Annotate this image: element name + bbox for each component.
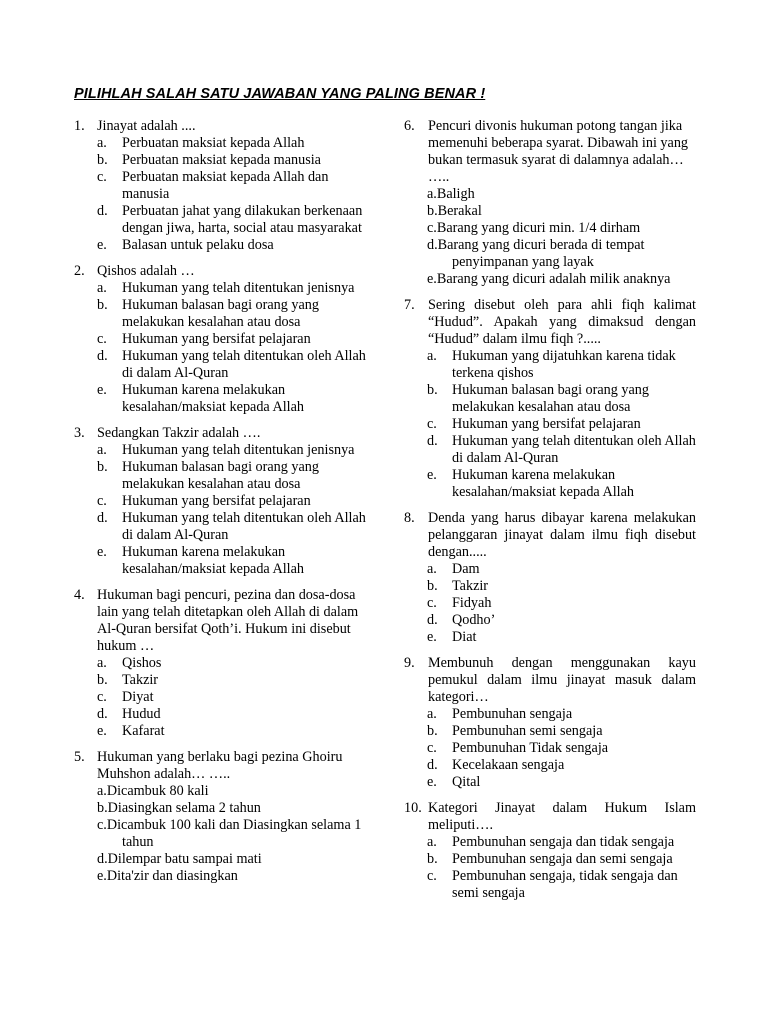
option-text: Hukuman yang bersifat pelajaran	[452, 416, 641, 432]
question-text: Hukuman yang berlaku bagi pezina Ghoiru Muhshon adalah… …..	[97, 749, 343, 782]
answer-options	[427, 706, 696, 791]
answer-option	[427, 561, 696, 578]
question-item	[404, 800, 696, 902]
option-text: Pembunuhan sengaja dan semi sengaja	[452, 851, 673, 867]
option-letter: a.	[97, 655, 107, 671]
option-text: Perbuatan maksiat kepada Allah	[122, 135, 305, 151]
option-text: Pembunuhan Tidak sengaja	[452, 740, 609, 756]
question-number: 1.	[74, 118, 85, 134]
question-stem	[74, 749, 374, 783]
option-letter: e.	[427, 467, 437, 483]
option-text: Hukuman yang bersifat pelajaran	[122, 331, 311, 347]
answer-option	[97, 868, 374, 885]
option-text: Takzir	[122, 672, 159, 688]
answer-option	[97, 689, 374, 706]
answer-option	[427, 203, 696, 220]
answer-option	[97, 152, 374, 169]
option-letter: e.	[97, 723, 107, 739]
option-letter: d.	[97, 348, 108, 364]
question-text: Sedangkan Takzir adalah ….	[97, 425, 261, 441]
answer-options	[97, 783, 374, 885]
option-letter: c.	[427, 416, 437, 432]
question-stem	[74, 425, 374, 442]
question-stem	[74, 118, 374, 135]
question-item	[74, 118, 374, 254]
answer-option	[427, 433, 696, 467]
answer-option	[427, 595, 696, 612]
option-letter: d.	[427, 433, 438, 449]
instruction-heading: PILIHLAH SALAH SATU JAWABAN YANG PALING BENAR !	[74, 86, 486, 102]
question-stem	[404, 800, 696, 834]
option-text: Balasan untuk pelaku dosa	[122, 237, 274, 253]
answer-option	[97, 135, 374, 152]
answer-options	[97, 135, 374, 254]
option-letter: b.	[97, 459, 108, 475]
answer-option	[97, 851, 374, 868]
answer-option	[97, 331, 374, 348]
question-text: Jinayat adalah ....	[97, 118, 196, 134]
option-letter: e.	[97, 544, 107, 560]
option-letter: a.	[97, 442, 107, 458]
question-number: 10.	[404, 800, 422, 816]
answer-option	[427, 237, 696, 271]
answer-option	[427, 186, 696, 203]
option-text: Qodho’	[452, 612, 496, 628]
answer-options	[427, 561, 696, 646]
answer-options	[97, 442, 374, 578]
answer-option	[427, 723, 696, 740]
option-letter: c.	[97, 817, 107, 833]
option-letter: c.	[427, 595, 437, 611]
option-letter: a.	[97, 135, 107, 151]
option-letter: c.	[97, 169, 107, 185]
answer-option	[427, 416, 696, 433]
question-item	[404, 655, 696, 791]
answer-option	[97, 493, 374, 510]
option-text: Dicambuk 100 kali dan Diasingkan selama 1 tahun	[106, 817, 362, 850]
question-text: Pencuri divonis hukuman potong tangan jika memenuhi beberapa syarat. Dibawah ini yang bukan termasuk syarat di dalamnya adalah… …..	[428, 118, 689, 185]
option-text: Dita'zir dan diasingkan	[106, 868, 238, 884]
option-text: Hukuman karena melakukan kesalahan/maksiat kepada Allah	[122, 544, 305, 577]
option-letter: e.	[97, 382, 107, 398]
answer-option	[427, 271, 696, 288]
option-text: Hukuman yang telah ditentukan oleh Allah di dalam Al-Quran	[122, 510, 366, 543]
answer-option	[427, 348, 696, 382]
answer-option	[97, 723, 374, 740]
question-number: 8.	[404, 510, 415, 526]
option-letter: a.	[427, 834, 437, 850]
answer-options	[97, 655, 374, 740]
option-text: Diasingkan selama 2 tahun	[107, 800, 261, 816]
option-text: Pembunuhan sengaja dan tidak sengaja	[452, 834, 675, 850]
option-letter: c.	[97, 689, 107, 705]
answer-option	[97, 706, 374, 723]
option-text: Pembunuhan sengaja	[452, 706, 573, 722]
option-letter: d.	[97, 510, 108, 526]
option-text: Hukuman yang bersifat pelajaran	[122, 493, 311, 509]
option-letter: e.	[427, 629, 437, 645]
answer-option	[97, 783, 374, 800]
answer-option	[427, 612, 696, 629]
option-text: Perbuatan maksiat kepada manusia	[122, 152, 321, 168]
answer-option	[97, 237, 374, 254]
option-letter: a.	[97, 783, 107, 799]
question-stem	[74, 263, 374, 280]
option-letter: e.	[97, 237, 107, 253]
answer-option	[97, 544, 374, 578]
option-letter: d.	[427, 612, 438, 628]
option-text: Qishos	[122, 655, 162, 671]
question-text: Hukuman bagi pencuri, pezina dan dosa-dosa lain yang telah ditetapkan oleh Allah di dalam Al-Quran bersifat Qoth’i. Hukum ini disebut hukum …	[97, 587, 359, 654]
answer-option	[427, 706, 696, 723]
option-text: Kafarat	[122, 723, 165, 739]
option-text: Hukuman yang telah ditentukan jenisnya	[122, 280, 355, 296]
question-item	[74, 749, 374, 885]
answer-option	[97, 672, 374, 689]
answer-option	[97, 169, 374, 203]
option-letter: b.	[427, 723, 438, 739]
option-letter: c.	[427, 868, 437, 884]
option-letter: a.	[427, 561, 437, 577]
option-letter: c.	[427, 740, 437, 756]
option-text: Qital	[452, 774, 481, 790]
question-item	[74, 263, 374, 416]
option-letter: b.	[97, 297, 108, 313]
answer-option	[97, 510, 374, 544]
question-item	[74, 425, 374, 578]
question-number: 3.	[74, 425, 85, 441]
question-text: Qishos adalah …	[97, 263, 195, 279]
answer-option	[427, 467, 696, 501]
option-text: Fidyah	[452, 595, 492, 611]
answer-option	[427, 834, 696, 851]
answer-option	[97, 442, 374, 459]
answer-option	[427, 578, 696, 595]
option-text: Hukuman karena melakukan kesalahan/maksiat kepada Allah	[452, 467, 635, 500]
answer-options	[97, 280, 374, 416]
left-column	[74, 118, 374, 894]
question-text: Sering disebut oleh para ahli fiqh kalimat “Hudud”. Apakah yang dimaksud dengan “Hudud” dalam ilmu fiqh ?.....	[428, 297, 696, 347]
answer-option	[97, 817, 374, 851]
answer-option	[97, 800, 374, 817]
option-text: Perbuatan maksiat kepada Allah dan manusia	[122, 169, 329, 202]
option-text: Barang yang dicuri min. 1/4 dirham	[436, 220, 641, 236]
question-text: Kategori Jinayat dalam Hukum Islam meliputi….	[428, 800, 696, 833]
option-text: Barang yang dicuri berada di tempat penyimpanan yang layak	[437, 237, 645, 270]
answer-options	[427, 834, 696, 902]
option-letter: e.	[427, 271, 437, 287]
question-number: 5.	[74, 749, 85, 765]
option-text: Perbuatan jahat yang dilakukan berkenaan dengan jiwa, harta, social atau masyarakat	[122, 203, 363, 236]
option-text: Dam	[452, 561, 480, 577]
option-text: Dilempar batu sampai mati	[107, 851, 262, 867]
option-letter: b.	[427, 851, 438, 867]
option-letter: b.	[97, 800, 108, 816]
right-column	[404, 118, 696, 911]
answer-option	[97, 203, 374, 237]
option-letter: b.	[97, 672, 108, 688]
option-letter: a.	[427, 348, 437, 364]
answer-option	[97, 297, 374, 331]
option-letter: c.	[427, 220, 437, 236]
answer-option	[97, 655, 374, 672]
option-text: Barang yang dicuri adalah milik anaknya	[436, 271, 671, 287]
answer-options	[427, 348, 696, 501]
option-letter: d.	[427, 757, 438, 773]
option-letter: e.	[427, 774, 437, 790]
option-text: Diyat	[122, 689, 154, 705]
option-letter: d.	[97, 851, 108, 867]
option-text: Hukuman balasan bagi orang yang melakukan kesalahan atau dosa	[122, 297, 319, 330]
question-text: Denda yang harus dibayar karena melakukan pelanggaran jinayat dalam ilmu fiqh disebut dengan.....	[428, 510, 696, 560]
option-letter: b.	[427, 382, 438, 398]
answer-options	[427, 186, 696, 288]
question-item	[404, 297, 696, 501]
option-text: Pembunuhan semi sengaja	[452, 723, 603, 739]
question-number: 9.	[404, 655, 415, 671]
answer-option	[97, 459, 374, 493]
question-item	[404, 510, 696, 646]
answer-option	[427, 851, 696, 868]
option-text: Diat	[452, 629, 477, 645]
option-text: Takzir	[452, 578, 489, 594]
answer-option	[427, 382, 696, 416]
option-text: Kecelakaan sengaja	[452, 757, 565, 773]
option-text: Hukuman balasan bagi orang yang melakukan kesalahan atau dosa	[122, 459, 319, 492]
option-letter: d.	[97, 203, 108, 219]
option-text: Hukuman karena melakukan kesalahan/maksiat kepada Allah	[122, 382, 305, 415]
question-item	[74, 587, 374, 740]
option-letter: b.	[427, 203, 438, 219]
option-text: Hukuman yang dijatuhkan karena tidak terkena qishos	[452, 348, 676, 381]
question-text: Membunuh dengan menggunakan kayu pemukul dalam ilmu jinayat masuk dalam kategori…	[428, 655, 696, 705]
option-letter: a.	[427, 706, 437, 722]
answer-option	[427, 740, 696, 757]
option-text: Hukuman yang telah ditentukan jenisnya	[122, 442, 355, 458]
option-letter: a.	[427, 186, 437, 202]
answer-option	[97, 280, 374, 297]
option-text: Hudud	[122, 706, 161, 722]
option-text: Hukuman balasan bagi orang yang melakukan kesalahan atau dosa	[452, 382, 649, 415]
question-stem	[74, 587, 374, 655]
question-number: 2.	[74, 263, 85, 279]
option-letter: e.	[97, 868, 107, 884]
option-letter: d.	[97, 706, 108, 722]
answer-option	[97, 348, 374, 382]
question-stem	[404, 510, 696, 561]
answer-option	[427, 868, 696, 902]
option-letter: c.	[97, 493, 107, 509]
option-text: Hukuman yang telah ditentukan oleh Allah di dalam Al-Quran	[452, 433, 696, 466]
answer-option	[427, 220, 696, 237]
option-letter: a.	[97, 280, 107, 296]
option-letter: b.	[97, 152, 108, 168]
question-number: 4.	[74, 587, 85, 603]
question-stem	[404, 297, 696, 348]
option-text: Dicambuk 80 kali	[106, 783, 209, 799]
question-number: 7.	[404, 297, 415, 313]
answer-option	[427, 629, 696, 646]
question-number: 6.	[404, 118, 415, 134]
option-letter: c.	[97, 331, 107, 347]
option-letter: b.	[427, 578, 438, 594]
answer-option	[427, 757, 696, 774]
answer-option	[97, 382, 374, 416]
option-text: Berakal	[437, 203, 482, 219]
option-letter: d.	[427, 237, 438, 253]
option-text: Pembunuhan sengaja, tidak sengaja dan semi sengaja	[452, 868, 678, 901]
option-text: Hukuman yang telah ditentukan oleh Allah di dalam Al-Quran	[122, 348, 366, 381]
question-item	[404, 118, 696, 288]
answer-option	[427, 774, 696, 791]
question-stem	[404, 118, 696, 186]
question-stem	[404, 655, 696, 706]
option-text: Baligh	[436, 186, 475, 202]
